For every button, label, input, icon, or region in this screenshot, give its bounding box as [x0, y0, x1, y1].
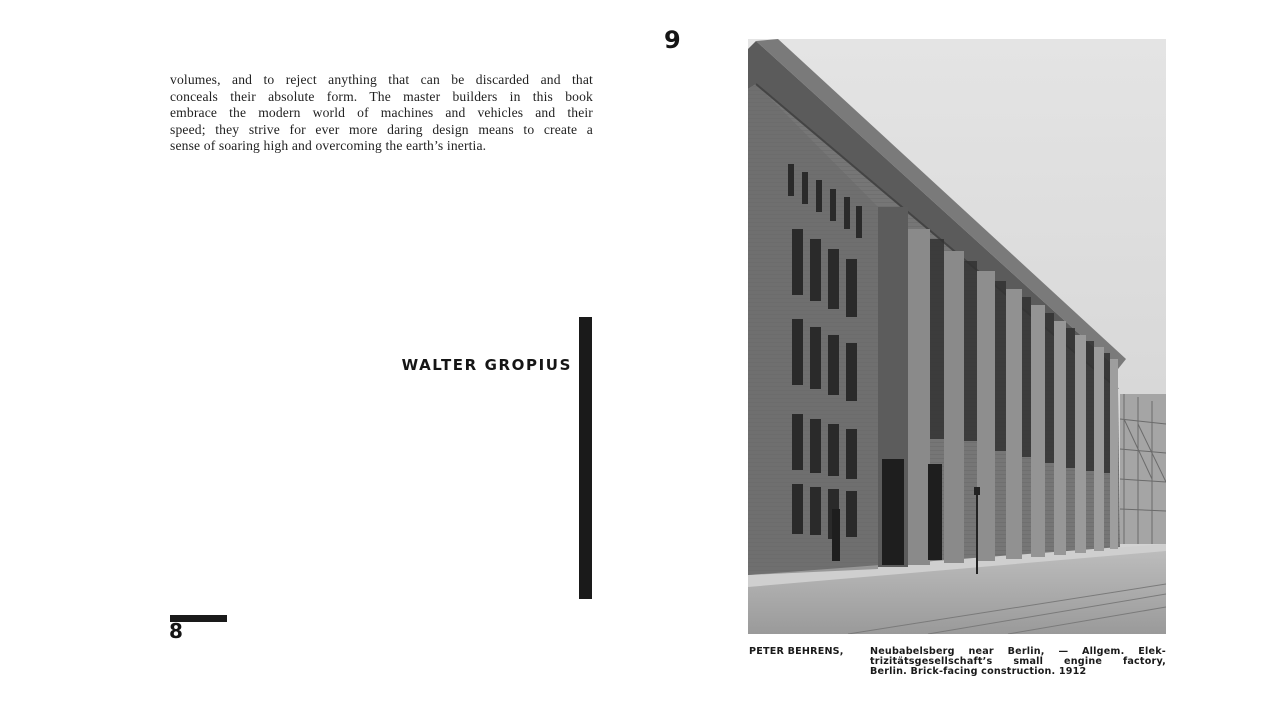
- body-text-line: conceals their absolute form. The master builders in this book: [170, 88, 593, 104]
- body-text-line: volumes, and to reject anything that can be discarded and that: [170, 72, 593, 87]
- caption-line: Neubabelsberg near Berlin, — Allgem. Elek-: [870, 646, 1166, 657]
- factory-building-photo: [748, 39, 1166, 634]
- caption-line: trizitätsgesellschaft’s small engine factory,: [870, 656, 1166, 667]
- body-text-line: speed; they strive for ever more daring design means to create a: [170, 121, 593, 137]
- page-number-left: 8: [169, 619, 183, 643]
- caption-text: [870, 647, 1166, 677]
- caption-author: PETER BEHRENS,: [749, 646, 844, 657]
- body-text-line: sense of soaring high and overcoming the earth’s inertia.: [170, 138, 487, 154]
- scaffolding: [1120, 394, 1166, 544]
- author-name: WALTER GROPIUS: [401, 356, 572, 374]
- caption-line: Berlin. Brick-facing construction. 1912: [870, 666, 1087, 677]
- page-number-right: 9: [664, 26, 681, 54]
- body-text: [170, 72, 593, 155]
- vertical-rule: [579, 317, 592, 599]
- body-text-line: embrace the modern world of machines and vehicles and their: [170, 105, 593, 121]
